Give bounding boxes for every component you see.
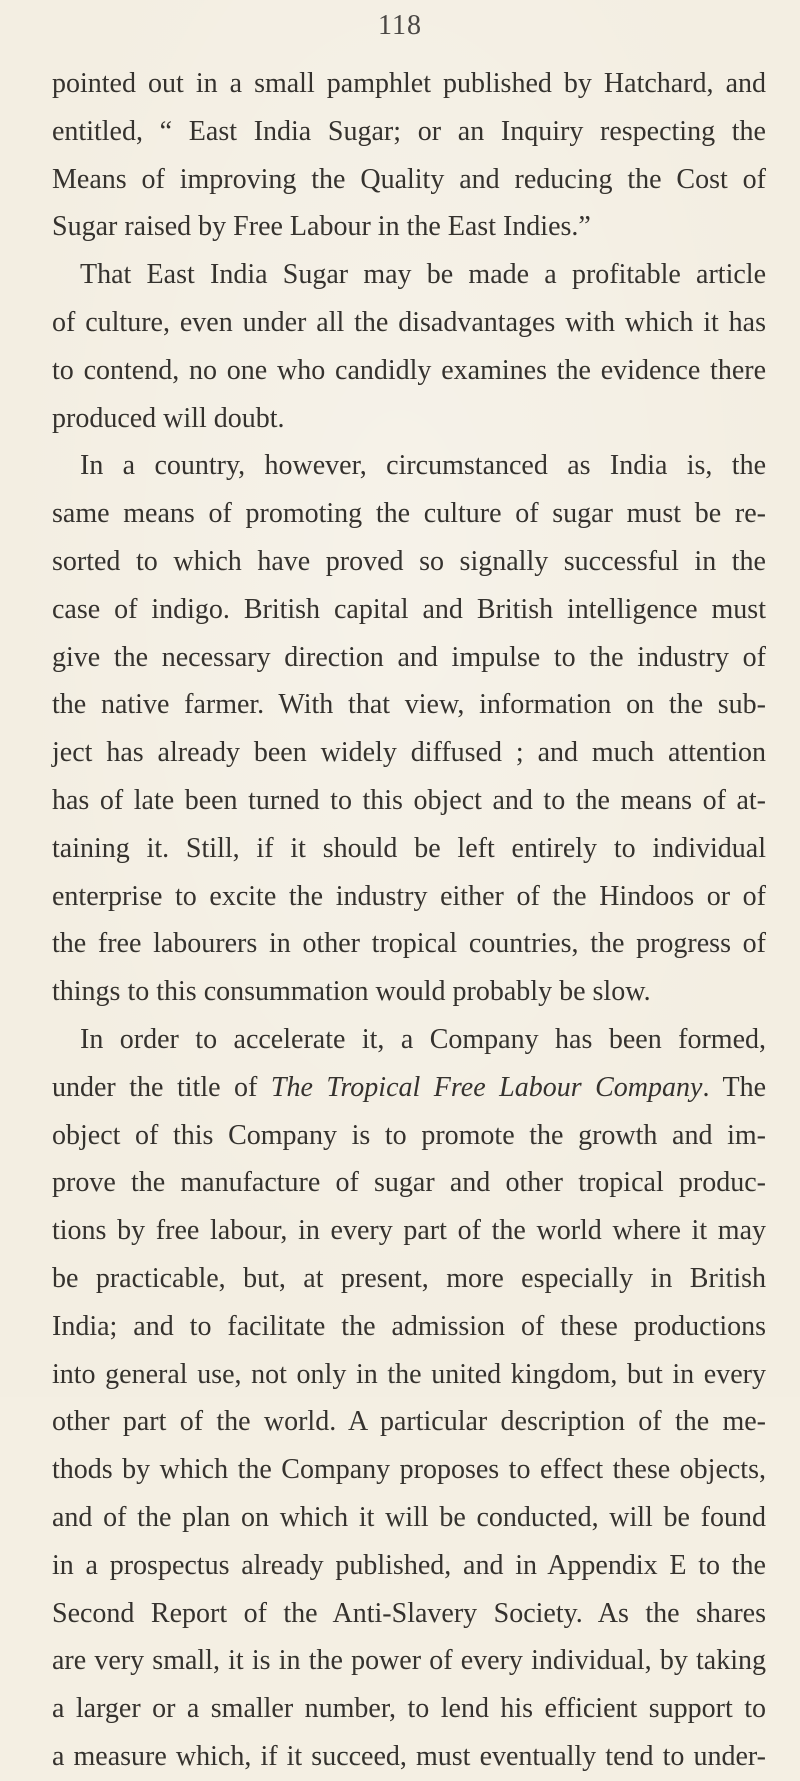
text-line: same means of promoting the culture of sugar must be re-	[52, 498, 766, 530]
text-line: thods by which the Company proposes to effect these objects,	[52, 1454, 766, 1486]
text-line: tions by free labour, in every part of the world where it may	[52, 1215, 766, 1247]
text-line: produced will doubt.	[52, 402, 285, 434]
text-line: the native farmer. With that view, information on the sub-	[52, 689, 766, 721]
text-line: be practicable, but, at present, more especially in British	[52, 1262, 766, 1294]
text-line: of culture, even under all the disadvantages with which it has	[52, 306, 766, 338]
italic-company-name: The Tropical Free Labour Company	[270, 1071, 703, 1103]
text-line: are very small, it is in the power of every individual, by taking	[52, 1645, 766, 1677]
text-line: Means of improving the Quality and reducing the Cost of	[52, 163, 766, 195]
text-line: prove the manufacture of sugar and other tropical produc-	[52, 1167, 766, 1199]
text-line: things to this consummation would probably be slow.	[52, 976, 651, 1008]
paragraph-start-line: In a country, however, circumstanced as India is, the	[80, 450, 766, 482]
text-line: India; and to facilitate the admission of these productions	[52, 1310, 766, 1342]
text-line: and of the plan on which it will be conducted, will be found	[52, 1501, 766, 1533]
text-line: Sugar raised by Free Labour in the East Indies.”	[52, 211, 591, 243]
page-number: 118	[378, 10, 422, 41]
line-text-after-title: . The	[702, 1071, 767, 1103]
text-line-with-italic	[52, 1064, 766, 1112]
text-line: entitled, “ East India Sugar; or an Inquiry respecting the	[52, 115, 766, 147]
text-line: enterprise to excite the industry either of the Hindoos or of	[52, 880, 766, 912]
text-line: case of indigo. British capital and British intelligence must	[52, 593, 766, 625]
text-line: Second Report of the Anti-Slavery Society. As the shares	[52, 1597, 766, 1629]
text-line: the free labourers in other tropical countries, the progress of	[52, 928, 766, 960]
text-line: has of late been turned to this object and to the means of at-	[52, 784, 766, 816]
text-line: object of this Company is to promote the growth and im-	[52, 1119, 766, 1151]
text-line: in a prospectus already published, and in Appendix E to the	[52, 1549, 766, 1581]
text-line: into general use, not only in the united kingdom, but in every	[52, 1358, 766, 1390]
paragraph-start-line: In order to accelerate it, a Company has been formed,	[80, 1023, 766, 1055]
text-line: a larger or a smaller number, to lend his efficient support to	[52, 1693, 766, 1725]
text-line: a measure which, if it succeed, must eventually tend to under-	[52, 1740, 766, 1772]
paragraph-start-line: That East India Sugar may be made a profitable article	[80, 259, 766, 291]
text-line: to contend, no one who candidly examines the evidence there	[52, 354, 766, 386]
text-line: ject has already been widely diffused ; and much attention	[52, 737, 766, 769]
text-line: other part of the world. A particular description of the me-	[52, 1406, 766, 1438]
line-text-before-title: under the title of	[52, 1071, 271, 1103]
body-text	[52, 60, 766, 1781]
text-line: pointed out in a small pamphlet published by Hatchard, and	[52, 68, 766, 99]
text-line: sorted to which have proved so signally successful in the	[52, 545, 766, 577]
text-line: give the necessary direction and impulse to the industry of	[52, 641, 766, 673]
text-line: taining it. Still, if it should be left entirely to individual	[52, 832, 766, 864]
